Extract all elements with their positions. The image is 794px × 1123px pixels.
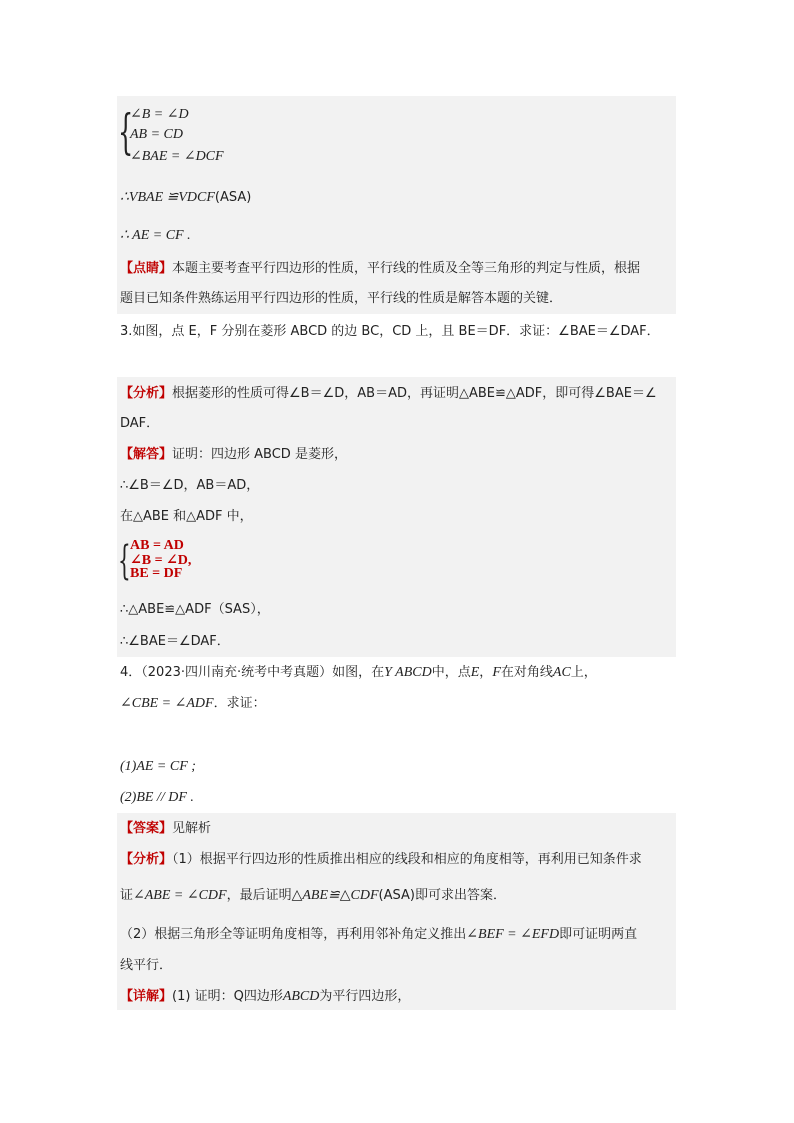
answer-text: 见解析 xyxy=(172,821,212,836)
dianjing-line-1 xyxy=(120,259,640,279)
conclusion-line: ∴ AE = CF . xyxy=(120,228,191,243)
detail-text: (1) 证明： xyxy=(172,989,234,1004)
dianjing-line-2: 题目已知条件熟练运用平行四边形的性质，平行线的性质是解答本题的关键． xyxy=(120,291,563,306)
q3-step-3: ∴△ABE≌△ADF（SAS）， xyxy=(120,602,270,617)
parallelogram-name: ABCD xyxy=(282,989,320,1004)
answer-tag: 【解答】 xyxy=(120,447,173,462)
congruence-expr: △ABE≌△CDF xyxy=(291,888,379,903)
congruence-expr: ∴VBAE ≌VDCF xyxy=(120,190,215,205)
question-4-line-1 xyxy=(120,663,597,683)
q3-step-2: 在△ABE 和△ADF 中， xyxy=(120,509,253,524)
point-e: E xyxy=(470,665,480,680)
congruence-reason: (ASA) xyxy=(378,888,415,903)
q4-part-1: (1)AE = CF ; xyxy=(120,759,196,774)
q3-analysis-line-2: DAF． xyxy=(120,416,160,431)
system-row: AB = AD xyxy=(130,538,184,553)
angle-expr: ∠BEF = ∠EFD xyxy=(466,927,560,942)
dianjing-tag: 【点睛】 xyxy=(120,261,173,276)
q4-text: 4．（2023·四川南充·统考中考真题）如图，在 xyxy=(120,665,385,680)
q4-text: ， xyxy=(479,665,493,680)
q3-step-1: ∴∠B＝∠D，AB＝AD， xyxy=(120,478,260,493)
analysis-text: ，最后证明 xyxy=(226,888,292,903)
q4-answer-line xyxy=(120,819,211,839)
q4-text: 中，点 xyxy=(431,665,471,680)
analysis-text: 即可求出答案． xyxy=(414,888,506,903)
q4-detail-line xyxy=(120,987,410,1007)
q4-analysis-line-4: 线平行． xyxy=(120,958,173,973)
point-f: F xyxy=(492,665,501,680)
q3-analysis-line-1 xyxy=(120,384,657,404)
system-row: AB = CD xyxy=(130,127,183,142)
q4-text: 在对角线 xyxy=(500,665,553,680)
answer-tag: 【答案】 xyxy=(120,821,173,836)
q4-analysis-line-1 xyxy=(120,850,642,870)
system-row: ∠BAE = ∠DCF xyxy=(130,149,224,164)
q4-text: 上， xyxy=(570,665,597,680)
system-row: ∠B = ∠D, xyxy=(130,553,192,568)
dianjing-text: 本题主要考查平行四边形的性质，平行线的性质及全等三角形的判定与性质，根据 xyxy=(172,261,641,276)
analysis-text: 根据菱形的性质可得∠B＝∠D，AB＝AD，再证明△ABE≌△ADF，即可得∠BAE＝∠ xyxy=(172,386,657,401)
angle-expr: ∠ABE = ∠CDF xyxy=(133,888,227,903)
analysis-tag: 【分析】 xyxy=(120,852,173,867)
left-brace: { xyxy=(118,538,131,584)
detail-text: 为平行四边形， xyxy=(319,989,411,1004)
detail-text: 四边形 xyxy=(243,989,283,1004)
q4-analysis-line-2 xyxy=(120,886,506,906)
detail-tag: 【详解】 xyxy=(120,989,173,1004)
q4-angle-condition: ∠CBE = ∠ADF xyxy=(120,696,214,711)
analysis-text: 即可证明两直 xyxy=(559,927,638,942)
q3-step-4: ∴∠BAE＝∠DAF． xyxy=(120,634,230,649)
q4-part-2: (2)BE // DF . xyxy=(120,790,194,805)
system-row: BE = DF xyxy=(130,566,183,581)
diagonal-ac: AC xyxy=(552,665,571,680)
analysis-text: 证 xyxy=(120,888,134,903)
q3-answer-line xyxy=(120,445,347,465)
analysis-text: （2）根据三角形全等证明角度相等，再利用邻补角定义推出 xyxy=(120,927,467,942)
system-row: ∠B = ∠D xyxy=(130,107,189,122)
parallelogram-label: Y ABCD xyxy=(384,665,432,680)
analysis-text: （1）根据平行四边形的性质推出相应的线段和相应的角度相等，再利用已知条件求 xyxy=(172,852,642,867)
q4-text: ．求证： xyxy=(213,696,266,711)
analysis-tag: 【分析】 xyxy=(120,386,173,401)
q4-analysis-line-3 xyxy=(120,925,637,945)
answer-text: 证明：四边形 ABCD 是菱形， xyxy=(172,447,347,462)
question-4-line-2 xyxy=(120,694,266,714)
because-symbol: Q xyxy=(233,989,244,1004)
solution-panel-q4 xyxy=(117,813,676,1010)
congruence-line xyxy=(120,188,251,208)
question-3: 3.如图，点 E，F 分别在菱形 ABCD 的边 BC，CD 上，且 BE＝DF．求证：∠BAE＝∠DAF． xyxy=(120,324,660,339)
congruence-reason: (ASA) xyxy=(214,190,252,205)
left-brace: { xyxy=(118,104,134,160)
